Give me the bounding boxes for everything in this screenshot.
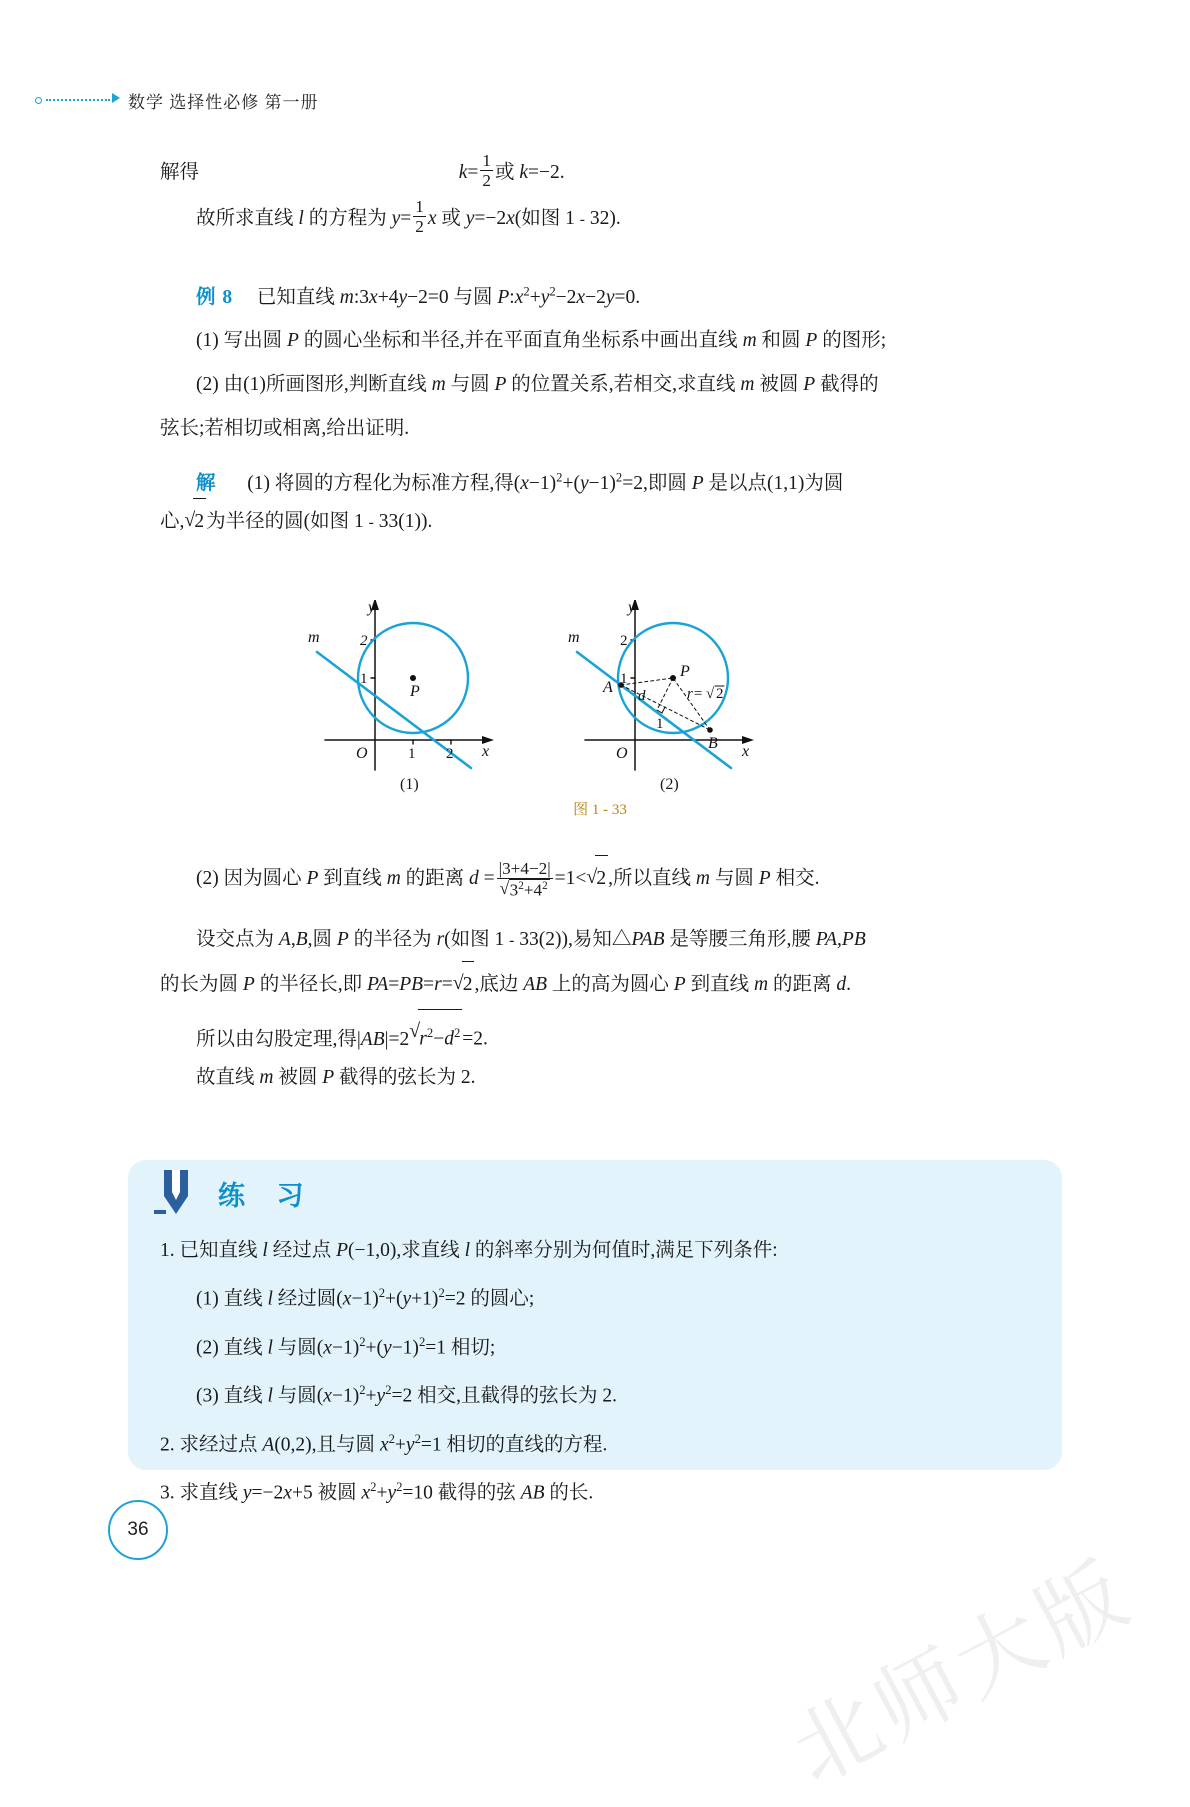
list-item: (2) 直线 l 与圆$(x-1)^2+(y-1)^2=1$ 相切; xyxy=(196,1334,496,1358)
solve-line xyxy=(160,150,1040,196)
watermark: 北师大版 xyxy=(777,1543,1148,1802)
svg-text:P: P xyxy=(680,663,690,680)
solve-k-prefix: k= xyxy=(458,162,479,183)
pen-icon xyxy=(154,1166,200,1222)
practice-list xyxy=(160,1230,1040,1515)
sol2-prefix: (2) 因为圆心 P 到直线 m 的距离 d = xyxy=(196,868,495,889)
header-dashed-line xyxy=(46,99,110,101)
sqrt-r2-d2: √ $r^2-d^2$ xyxy=(409,1009,462,1063)
fraction-one-half: $\frac{1}{2}$ xyxy=(482,150,491,191)
example-heading xyxy=(160,268,1040,318)
svg-text:x: x xyxy=(742,743,750,760)
q2a-text: (2) 由(1)所画图形,判断直线 m 与圆 P 的位置关系,若相交,求直线 m 被圆 P 截得的 xyxy=(196,374,879,395)
list-item: 3. 求直线 y=−2x+5 被圆 $x^2+y^2=10$ 截得的弦 AB 的长. xyxy=(160,1480,594,1504)
solve-k-suffix: 或 k=−2. xyxy=(495,162,565,183)
header-ring-icon xyxy=(35,97,42,104)
example-question-2a xyxy=(160,362,1040,406)
fraction-one-half-2: $\frac{1}{2}$ xyxy=(415,196,424,237)
svg-text:2: 2 xyxy=(360,633,368,649)
svg-text:P: P xyxy=(410,683,420,700)
distance-denominator: √ $3^2+4^2$ xyxy=(497,878,553,900)
solution-line-7 xyxy=(160,1055,1040,1101)
example-label: 例 8 xyxy=(196,286,234,308)
solution-line-6 xyxy=(160,1009,1040,1055)
example-question-2b xyxy=(160,406,1040,454)
svg-text:1: 1 xyxy=(656,716,664,732)
equation-prefix: 故所求直线 l 的方程为 y= xyxy=(196,208,412,229)
svg-text:d: d xyxy=(638,688,646,704)
svg-text:m: m xyxy=(568,629,580,646)
equation-line xyxy=(160,196,1040,254)
figure-svg xyxy=(160,600,1040,800)
sol3b-post: ,底边 AB 上的高为圆心 P 到直线 m 的距离 d. xyxy=(474,974,851,995)
subfigure-2 xyxy=(568,600,754,770)
distance-fraction xyxy=(497,859,553,901)
svg-text:2: 2 xyxy=(620,633,628,649)
sqrt-2a: √ 2 xyxy=(184,498,206,545)
sol2-post: ,所以直线 m 与圆 P 相交. xyxy=(608,868,820,889)
solution-text-2-pre: 心, xyxy=(160,511,185,532)
svg-text:y: y xyxy=(368,600,376,616)
svg-text:O: O xyxy=(356,745,368,762)
solution-line-1 xyxy=(160,454,1040,498)
svg-text:y: y xyxy=(628,600,636,616)
sqrt-2c: √ 2 xyxy=(453,961,475,1008)
solution-line-5 xyxy=(160,961,1040,1009)
header-dot-rule xyxy=(35,97,110,103)
list-item: 1. 已知直线 l 经过点 P(−1,0),求直线 l 的斜率分别为何值时,满足下列条件: xyxy=(160,1240,778,1261)
solve-label: 解得 xyxy=(160,162,200,183)
sol2-mid: =1< xyxy=(554,868,587,889)
solution-line-4 xyxy=(160,917,1040,961)
svg-text:B: B xyxy=(708,735,718,752)
practice-section xyxy=(128,1160,1062,1504)
sol5-text: 故直线 m 被圆 P 截得的弦长为 2. xyxy=(196,1067,476,1088)
sol3b-pre: 的长为圆 P 的半径长,即 PA=PB=r= xyxy=(160,974,453,995)
sol4-pre: 所以由勾股定理,得|AB|=2 xyxy=(196,1028,410,1050)
subfigure-1 xyxy=(308,600,494,770)
page-header xyxy=(0,88,1190,112)
svg-text:2: 2 xyxy=(716,686,724,702)
practice-title: 练 习 xyxy=(218,1181,316,1211)
header-arrow-icon xyxy=(112,93,120,103)
main-content xyxy=(160,150,1040,546)
header-title: 数学 选择性必修 第一册 xyxy=(128,93,319,112)
svg-text:O: O xyxy=(616,745,628,762)
q2b-text: 弦长;若相切或相离,给出证明. xyxy=(160,418,410,439)
solution-line-2 xyxy=(160,498,1040,546)
svg-text:1: 1 xyxy=(408,746,416,762)
sqrt-2b: √ 2 xyxy=(586,855,608,902)
svg-text:x: x xyxy=(482,743,490,760)
svg-text:m: m xyxy=(308,629,320,646)
svg-text:1: 1 xyxy=(360,671,368,687)
figure-caption: 图 1 - 33 xyxy=(573,802,627,818)
q1-text: (1) 写出圆 P 的圆心坐标和半径,并在平面直角坐标系中画出直线 m 和圆 P 的图形; xyxy=(196,330,887,351)
svg-text:1: 1 xyxy=(620,671,628,687)
example-question-1 xyxy=(160,318,1040,362)
figure-1-33 xyxy=(160,600,1040,830)
solution-text-2-post: 为半径的圆(如图 1 - 33(1)). xyxy=(206,511,433,532)
main-content-2 xyxy=(160,855,1040,1101)
subfigure-1-caption: (1) xyxy=(400,776,419,793)
svg-text:√: √ xyxy=(706,686,715,702)
solution-line-3 xyxy=(160,855,1040,917)
list-item: (1) 直线 l 经过圆$(x-1)^2+(y+1)^2=2$ 的圆心; xyxy=(196,1286,535,1310)
solution-label: 解 xyxy=(196,472,216,494)
svg-text:2: 2 xyxy=(446,746,454,762)
sol3a-text: 设交点为 A,B,圆 P 的半径为 r(如图 1 - 33(2)),易知△PAB 是等腰三角形,腰 PA,PB xyxy=(196,929,866,950)
subfigure-2-caption: (2) xyxy=(660,776,679,793)
list-item: 2. 求经过点 A(0,2),且与圆 $x^2+y^2=1$ 相切的直线的方程. xyxy=(160,1431,608,1455)
distance-numerator: |3+4−2| xyxy=(498,858,551,878)
equation-suffix: x 或 y=−2x(如图 1 - 32). xyxy=(427,208,621,229)
page-number: 36 xyxy=(108,1500,168,1560)
solution-text-1: (1) 将圆的方程化为标准方程,得$(x-1)^2+(y-1)^2=2$,即圆 P 是以点(1,1)为圆 xyxy=(247,470,844,494)
svg-text:r=: r= xyxy=(687,686,703,702)
example-statement: 已知直线 m:3x+4y−2=0 与圆 $P:x^2+y^2-2x-2y=0$. xyxy=(256,284,641,308)
list-item: (3) 直线 l 与圆$(x-1)^2+y^2=2$ 相交,且截得的弦长为 2. xyxy=(196,1383,618,1407)
sol4-post: =2. xyxy=(462,1028,488,1050)
svg-text:A: A xyxy=(603,679,613,696)
